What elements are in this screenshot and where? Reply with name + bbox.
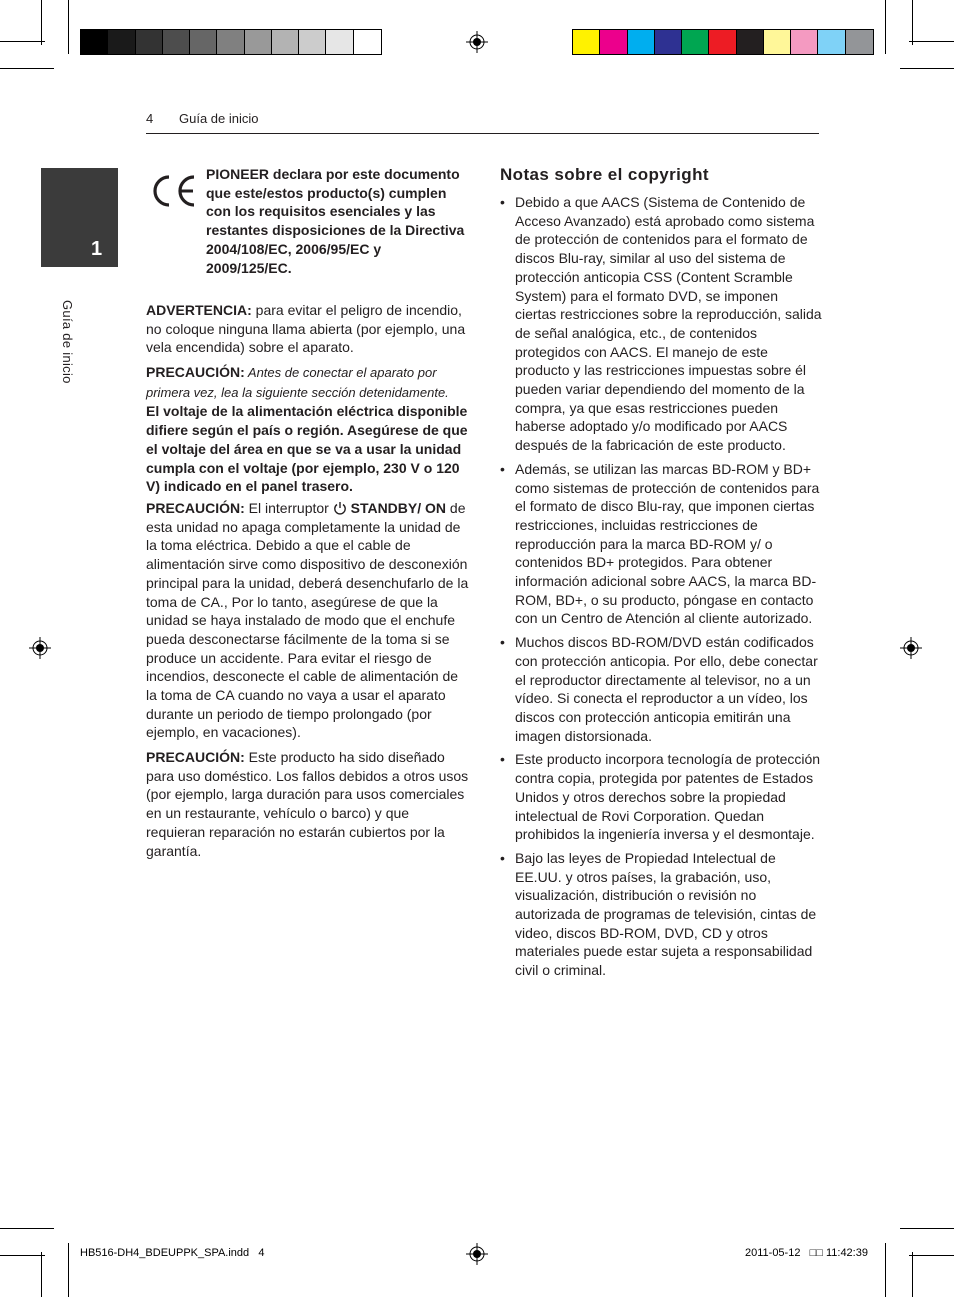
footer-filename: HB516-DH4_BDEUPPK_SPA.indd 4: [80, 1247, 265, 1259]
precaucion-label: PRECAUCIÓN:: [146, 500, 245, 516]
precaucion-label: PRECAUCIÓN:: [146, 364, 245, 380]
crop-mark: [0, 41, 45, 42]
crop-mark: [0, 1255, 45, 1256]
footer-datetime: 2011-05-12 □□ 11:42:39: [745, 1247, 868, 1259]
list-item: • Este producto incorpora tecnología de protección contra copia, protegida por patentes de Estados Unidos y otros derechos sobre la propiedad intelectual de Rovi Corporation. Quedan prohibidos la ingeniería inversa y el desmontaje.: [500, 750, 822, 844]
ce-mark-icon: [150, 173, 198, 209]
color-swatch: [737, 30, 764, 54]
precaucion-standby-pre: El interruptor: [244, 500, 333, 516]
crop-mark: [912, 1252, 913, 1297]
precaucion-standby-paragraph: [146, 499, 470, 742]
list-item: • Debido a que AACS (Sistema de Contenido de Acceso Avanzado) está aprobado como sistema de protección de contenidos para el formato de discos Blu-ray, similar al uso del sistema de protección anticopia CSS (Content Scramble System) para el formato DVD, se imponen ciertas restricciones sobre la reproducción, salida de señal analógica, etc., de contenidos protegidos con AACS. El manejo de este producto y las restricciones impuestas sobre él pueden variar dependiendo del momento de la compra, ya que esas restricciones pueden haberse adoptado y/o modificado por AACS después de la fabricación de este producto.: [500, 193, 822, 455]
copyright-notes-list: [500, 193, 822, 985]
crop-mark: [885, 0, 886, 54]
list-item: • Bajo las leyes de Propiedad Intelectual de EE.UU. y otros países, la grabación, uso, visualización, distribución o revisión no autorizada de programas de televisión, cintas de video, discos BD-ROM, DVD, CD y otros materiales puede estar sujeta a responsabilidad civil o criminal.: [500, 849, 822, 980]
section-title: Notas sobre el copyright: [500, 165, 709, 184]
precaucion-standby-text: de esta unidad no apaga completamente la unidad de la toma eléctrica. Debido a que el cable de alimentación sirve como dispositivo de desconexión principal para la unidad, deberá desenchufarlo de la toma de CA., Por lo tanto, asegúrese de que la unidad se haya instalado de modo que el enchufe pueda desconectarse fácilmente de la toma si se produce un accidente. Para evitar el riesgo de incendios, desconecte el cable de alimentación de la toma de CA cuando no vaya a usar el aparato durante un periodo de tiempo prolongado (por ejemplo, en vacaciones).: [146, 500, 469, 741]
color-swatch: [818, 30, 845, 54]
color-swatch: [108, 30, 135, 54]
ce-declaration: PIONEER declara por este documento que este/estos producto(s) cumplen con los requisitos esenciales y las restantes disposiciones de la Directiva 2004/108/EC, 2006/95/EC y 2009/125/EC.: [206, 166, 465, 276]
color-swatch: [709, 30, 736, 54]
advertencia-text: para evitar el peligro de incendio, no coloque ninguna llama abierta (por ejemplo, una vela encendida) sobre el aparato.: [146, 302, 466, 356]
crop-mark: [68, 0, 69, 54]
precaucion-voltage-paragraph: [146, 363, 470, 496]
crop-mark: [909, 41, 954, 42]
color-swatch: [764, 30, 791, 54]
precaucion-domestic-paragraph: [146, 748, 470, 860]
color-swatch: [245, 30, 272, 54]
crop-mark: [900, 68, 954, 69]
crop-mark: [41, 1252, 42, 1297]
color-bar: [572, 29, 874, 55]
color-swatch: [299, 30, 326, 54]
crop-mark: [0, 1228, 54, 1229]
voltage-warning: El voltaje de la alimentación eléctrica disponible difiere según el país o región. Asegúrese de que el voltaje del área en que se va a usar la unidad cumpla con el voltaje (por ejemplo, 230 V o 120 V) indicado en el panel trasero.: [146, 403, 468, 495]
crop-mark: [0, 68, 54, 69]
crop-mark: [41, 0, 42, 45]
crop-mark: [909, 1255, 954, 1256]
crop-mark: [68, 1243, 69, 1297]
color-swatch: [163, 30, 190, 54]
color-swatch: [655, 30, 682, 54]
color-swatch: [846, 30, 873, 54]
color-swatch: [136, 30, 163, 54]
chapter-number: 1: [91, 238, 103, 260]
color-swatch: [600, 30, 627, 54]
page-number: 4: [146, 111, 154, 126]
registration-mark-icon: [466, 31, 488, 53]
standby-label: STANDBY/ ON: [346, 500, 447, 516]
precaucion-domestic-text: Este producto ha sido diseñado para uso doméstico. Los fallos debidos a otros usos (por ejemplo, larga duración para usos comerciales en un restaurante, vehículo o barco) y que requieran reparación no estarán cubiertos por la garantía.: [146, 749, 469, 859]
advertencia-label: ADVERTENCIA:: [146, 302, 252, 318]
advertencia-paragraph: [146, 301, 470, 357]
list-item: • Además, se utilizan las marcas BD-ROM y BD+ como sistemas de protección de contenidos para el formato de disco Blu-ray, que imponen ciertas restricciones, incluidas restricciones de reproducción para la marca BD-ROM y/ o contenidos BD+ protegidos. Para obtener información adicional sobre AACS, la marca BD-ROM, BD+, o su producto, póngase en contacto con un Centro de Atención al cliente autorizado.: [500, 460, 822, 628]
color-swatch: [217, 30, 244, 54]
color-swatch: [326, 30, 353, 54]
chapter-label: Guía de inicio: [60, 300, 75, 384]
registration-mark-icon: [29, 637, 51, 659]
precaucion-italic-text: Antes de conectar el aparato por primera vez, lea la siguiente sección detenidamente.: [146, 365, 449, 400]
crop-mark: [885, 1243, 886, 1297]
color-swatch: [272, 30, 299, 54]
header-rule: [146, 133, 819, 134]
color-swatch: [81, 30, 108, 54]
list-item: • Muchos discos BD-ROM/DVD están codificados con protección anticopia. Por ello, debe conectar el reproductor directamente al televisor, no a un vídeo. Si conecta el reproductor a un vídeo, los discos con protección anticopia emitirán una imagen distorsionada.: [500, 633, 822, 745]
color-swatch: [573, 30, 600, 54]
color-swatch: [628, 30, 655, 54]
chapter-tab: [41, 168, 118, 267]
color-swatch: [682, 30, 709, 54]
registration-mark-icon: [900, 637, 922, 659]
crop-mark: [912, 0, 913, 45]
color-swatch: [791, 30, 818, 54]
running-header: Guía de inicio: [179, 111, 259, 126]
crop-mark: [900, 1228, 954, 1229]
power-icon: [333, 501, 347, 515]
color-swatch: [354, 30, 381, 54]
color-swatch: [190, 30, 217, 54]
grayscale-bar: [80, 29, 382, 55]
registration-mark-icon: [466, 1243, 488, 1265]
precaucion-label: PRECAUCIÓN:: [146, 749, 245, 765]
